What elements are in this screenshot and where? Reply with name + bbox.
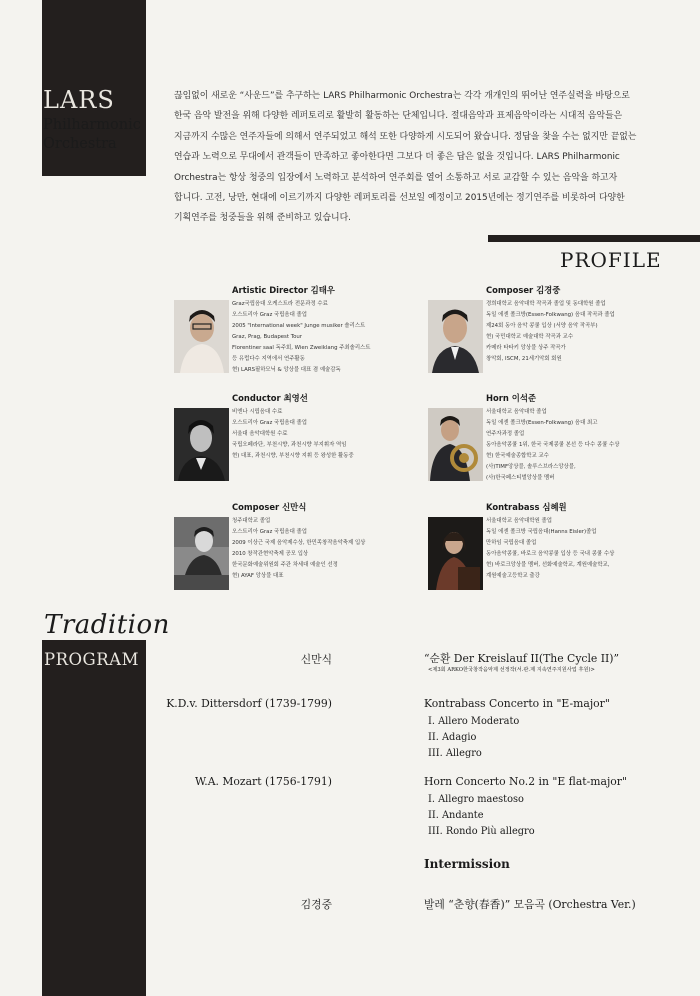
portrait-photo [174,517,229,590]
profile-line: 독일 에센 폴크방(Essen-Folkwang) 음대 작곡과 졸업 [486,312,615,318]
movement: I. Allero Moderato [428,716,520,727]
profile-line: 현) AYAF 앙상블 대표 [232,573,284,579]
composer-name: K.D.v. Dittersdorf (1739-1799) [166,697,332,710]
intro-line: Orchestra는 항상 청중의 입장에서 노력하고 분석하여 연주회를 열어 소통하고 서로 교감할 수 있는 음악을 하고자 [174,172,618,183]
profile-line: 2010 창작관현악축제 공모 입상 [232,551,309,557]
profile-line: 제24회 동아 음악 콩쿨 입상 (서양 음악 작곡부) [486,323,598,329]
portrait-photo [174,408,229,481]
profile-line: Florentiner saal 독주회, Wien Zweiklang 주최솔리스트 [232,345,371,351]
intro-line: 끊임없이 새로운 “사운드”를 추구하는 LARS Philharmonic Orchestra는 각각 개개인의 뛰어난 연주실력을 바탕으로 [174,91,630,101]
portrait-photo [428,300,483,373]
composer-name: 김경중 [300,898,332,911]
profile-line: 서울대학교 음악대학 졸업 [486,409,547,415]
brand-line-2: Philharmonic [43,117,141,133]
intro-line: 연습과 노력으로 무대에서 관객들이 만족하고 좋아한다면 그보다 더 좋은 답은 없을 것입니다. LARS Philharmonic [174,152,620,163]
portrait-photo [174,300,229,373]
profile-line: 등 유럽다수 지역에서 연주활동 [232,356,305,362]
profile-line: Graz국립음대 오케스트라 전문과정 수료 [232,301,328,307]
profile-line: (사)TIMF앙상블, 솔루스브라스앙상블, [486,464,576,470]
movement: II. Andante [428,810,484,821]
movement: III. Rondo Più allegro [428,826,535,837]
profile-line: 현) 한국예술종합학교 교수 [486,453,549,459]
profile-role: Composer 김경중 [486,285,561,295]
intro-paragraph [174,86,660,229]
brand-logo-text [43,88,141,151]
profile-line: 오스트리아 Graz 국립음대 졸업 [232,420,307,426]
profile-line: 2009 이상근 국제 음악제수상, 한민족창작음악축제 입상 [232,540,366,546]
profile-line: 2005 "International week" Junge musiker 솔리스트 [232,323,366,329]
profile-line: 독일 에센 폴크방 국립음대(Hanns Eisler)졸업 [486,529,597,535]
intro-line: 한국 음악 발전을 위해 다양한 레퍼토리로 활발히 활동하는 단체입니다. 절대음악과 표제음악이라는 시대적 음악들은 [174,111,623,122]
profile-divider-bar [488,235,700,242]
profile-line: 청주대학교 졸업 [232,518,271,524]
work-title: Horn Concerto No.2 in "E flat-major" [424,775,627,788]
profile-line: 독일 에센 폴크방(Essen-Folkwang) 음대 최고 [486,420,598,426]
portrait-photo [428,408,483,481]
profile-role: Horn 이석준 [486,393,537,403]
program-dark-column [42,640,146,996]
work-title: Kontrabass Concerto in "E-major" [424,697,610,710]
profile-line: 동아음악콩쿨, 바로크 음악콩쿨 입상 등 국내 콩쿨 수상 [486,551,615,557]
profile-line: 연주자과정 졸업 [486,431,525,437]
profile-line: 계원예술고등학교 출강 [486,573,540,579]
profile-line: 현) 대표, 과천시향, 부천시향 지휘 등 왕성한 활동중 [232,453,354,459]
movement: II. Adagio [428,732,477,743]
profile-role: Composer 신만식 [232,502,307,512]
movement: I. Allegro maestoso [428,794,524,805]
intermission-label: Intermission [424,857,510,871]
program-heading: PROGRAM [44,650,139,669]
intro-line: 지금까지 수많은 연주자들에 의해서 연주되었고 해석 또한 다양하게 시도되어 왔습니다. 정답을 찾을 수는 없지만 끝없는 [174,131,637,142]
brand-line-3: Orchestra [43,135,117,152]
profile-line: 만하임 국립음대 졸업 [486,540,537,546]
profile-role: Kontrabass 심혜원 [486,502,567,512]
profile-line: Graz, Prag, Budapest Tour [232,334,302,340]
brand-line-1: LARS [43,86,115,114]
profile-line: 카메라 타타키 앙상블 상주 작곡가 [486,345,566,351]
profile-line: 오스트리아 Graz 국립음대 졸업 [232,529,307,535]
profile-line: 현) 바로크앙상블 멤버, 선화예술학교, 계원예술학교, [486,562,610,568]
tradition-heading: Tradition [44,610,170,640]
profile-line: 창악회, ISCM, 21세기악회 회원 [486,356,562,362]
composer-name: W.A. Mozart (1756-1791) [195,775,332,788]
profile-line: 비엔나 시립음대 수료 [232,409,283,415]
work-title: 발레 “춘향(春香)” 모음곡 (Orchestra Ver.) [424,898,636,911]
work-note: <제3회 ARKO한국창작음악제 선정작(서.관.제 지속연주지원사업 후원)> [428,667,595,673]
profile-role: Artistic Director 김태우 [232,285,335,295]
profile-line: (사)한국페스티벌앙상블 멤버 [486,475,555,481]
profile-line: 한국문화예술위원회 주관 차세대 예술인 선정 [232,562,338,568]
intro-line: 합니다. 고전, 낭만, 현대에 이르기까지 다양한 레퍼토리를 선보일 예정이고 2015년에는 정기연주를 비롯하여 다양한 [174,193,625,204]
profile-line: 국립오페라단, 부천시향, 과천시향 부지휘자 역임 [232,442,347,448]
composer-name: 신만식 [300,653,332,666]
profile-line: 동아음악콩쿨 1위, 한국 국제콩쿨 본선 등 다수 콩쿨 수상 [486,442,620,448]
profile-line: 현) 국민대학교 예술대학 작곡과 교수 [486,334,574,340]
profile-role: Conductor 최영선 [232,393,308,403]
profile-line: 오스트리아 Graz 국립음대 졸업 [232,312,307,318]
profile-line: 서울대학교 음악대학원 졸업 [486,518,552,524]
profile-line: 경희대학교 음악대학 작곡과 졸업 및 동대학원 졸업 [486,301,606,307]
movement: III. Allegro [428,748,482,759]
intro-line: 기획연주를 청중들을 위해 준비하고 있습니다. [174,213,351,224]
profile-line: 현) LARS필하모닉 & 앙상블 대표 겸 예술감독 [232,367,341,373]
portrait-photo [428,517,483,590]
profile-line: 서울대 음악대학원 수료 [232,431,288,437]
work-title: “순환 Der Kreislauf II(The Cycle II)” [424,652,619,665]
profile-heading: PROFILE [560,248,662,272]
